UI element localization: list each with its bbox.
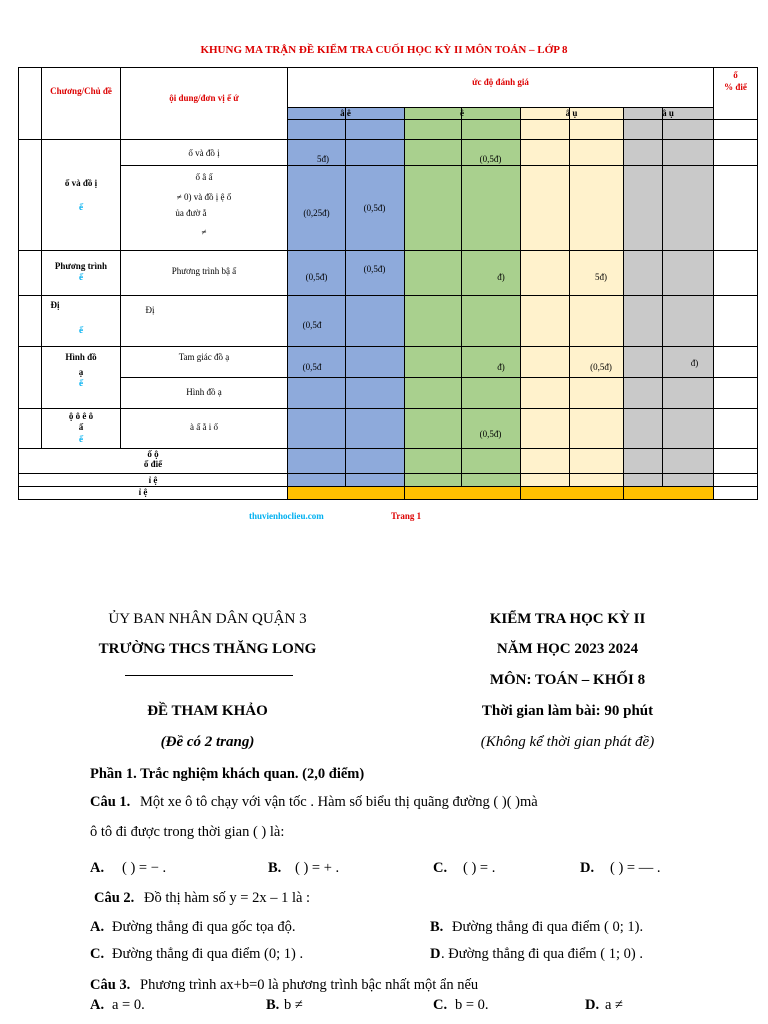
- exam-year: NĂM HỌC 2023 2024: [496, 641, 639, 657]
- r5-chapter-2: ạ: [78, 367, 84, 377]
- r1-chapter-sub: ế: [79, 202, 83, 212]
- level-col-apply: [520, 119, 623, 486]
- q1-d-text: ( ) = — .: [610, 860, 661, 876]
- q3-c-label: C.: [433, 997, 448, 1013]
- q1-b-text: ( ) = + .: [295, 860, 340, 876]
- mark-4a: (0,5đ: [302, 320, 322, 330]
- matrix-title: KHUNG MA TRẬN ĐỀ KIỂM TRA CUỐI HỌC KỲ II MÔN TOÁN – LỚP 8: [200, 44, 568, 56]
- q3-c-text: b = 0.: [455, 997, 489, 1013]
- q3-text: Phương trình ax+b=0 là phương trình bậc nhất một ẩn nếu: [140, 977, 479, 993]
- r6-content: Hình đồ ạ: [186, 387, 222, 397]
- level-head-1: â ê: [340, 108, 351, 118]
- q2-b-text: Đường thẳng đi qua điểm ( 0; 1).: [452, 919, 644, 935]
- footer-site[interactable]: thuvienhoclieu.com: [249, 511, 324, 521]
- r7-chapter-2: ấ: [78, 422, 84, 432]
- level-head-4: â ụ: [662, 108, 674, 118]
- r3-chapter-sub: ế: [79, 272, 83, 282]
- mark-5a: (0,5đ: [302, 362, 322, 372]
- mark-5c: (0,5đ): [590, 362, 612, 372]
- sum2: ỉ ệ: [148, 475, 158, 485]
- exam-duration: Thời gian làm bài: 90 phút: [481, 703, 654, 719]
- mark-3a: (0,5đ): [305, 272, 328, 282]
- r4-chapter-sub: ế: [79, 325, 83, 335]
- sum1-b: ố điể: [143, 459, 163, 469]
- mark-3b: (0,5đ): [363, 264, 386, 274]
- col-total-bottom: % điể: [724, 82, 747, 92]
- q2-a-label: A.: [90, 919, 105, 935]
- q3-d-label: D.: [585, 997, 600, 1013]
- exam-subject: MÔN: TOÁN – KHỐI 8: [489, 672, 646, 688]
- exam-authority: ỦY BAN NHÂN DÂN QUẬN 3: [108, 611, 307, 627]
- exam-duration-note: (Không kể thời gian phát đề): [480, 734, 655, 750]
- q3-b-text: b ≠: [284, 997, 303, 1013]
- exam-school: TRƯỜNG THCS THĂNG LONG: [98, 641, 317, 657]
- r7-content: à ấ ằ i ố: [190, 422, 218, 432]
- mark-3c: đ): [497, 272, 505, 282]
- q2-text: Đồ thị hàm số y = 2x – 1 là :: [144, 890, 311, 906]
- q3-a-text: a = 0.: [112, 997, 145, 1013]
- col-level-header: ức độ đánh giá: [472, 77, 529, 87]
- q1-b-label: B.: [268, 860, 282, 876]
- school-underline: [125, 675, 293, 676]
- q2-label: Câu 2.: [94, 890, 135, 906]
- col-content-header: ội dung/đơn vị ế ứ: [169, 93, 239, 103]
- q3-b-label: B.: [266, 997, 280, 1013]
- r2-content-2: ≠ 0) và đồ ị ệ ố: [176, 192, 232, 202]
- r5-chapter-sub: ế: [79, 378, 83, 388]
- r4-content: Đị: [145, 305, 155, 315]
- q1-c-text: ( ) = .: [463, 860, 496, 876]
- q1-a-label: A.: [90, 860, 105, 876]
- sum3: ỉ ệ: [138, 487, 148, 497]
- exam-title: KIỂM TRA HỌC KỲ II: [489, 611, 646, 627]
- mark-1a: 5đ): [317, 154, 329, 164]
- r5-content: Tam giác đồ ạ: [178, 352, 230, 362]
- mark-1b: (0,5đ): [479, 154, 502, 164]
- exam-type: ĐỀ THAM KHẢO: [147, 703, 268, 719]
- level-col-apply-high: [623, 119, 713, 486]
- q1-a-text: ( ) = − .: [122, 860, 167, 876]
- q2-b-label: B.: [430, 919, 444, 935]
- q1-text: Một xe ô tô chạy với vận tốc . Hàm số biểu thị quãng đường ( )( )mà: [140, 794, 538, 810]
- q1-label: Câu 1.: [90, 794, 131, 810]
- mark-5d: đ): [690, 358, 699, 368]
- q1-text2: ô tô đi được trong thời gian ( ) là:: [90, 824, 285, 840]
- mark-7a: (0,5đ): [479, 429, 502, 439]
- r2-content-1: ố â ấ: [195, 172, 213, 182]
- q2-d-label: D: [430, 946, 441, 962]
- q2-c-label: C.: [90, 946, 105, 962]
- q1-d-label: D.: [580, 860, 595, 876]
- q1-c-label: C.: [433, 860, 448, 876]
- q3-label: Câu 3.: [90, 977, 131, 993]
- r2-content-3: ủa đườ ẳ: [175, 208, 207, 218]
- col-chapter-header: Chương/Chủ đề: [50, 86, 112, 96]
- q3-a-label: A.: [90, 997, 105, 1013]
- level-head-3: â ụ: [565, 108, 578, 118]
- mark-3d: 5đ): [595, 272, 607, 282]
- r5-chapter: Hình đồ: [65, 352, 97, 362]
- q2-c-text: Đường thẳng đi qua điểm (0; 1) .: [112, 946, 304, 962]
- exam-pages: (Đề có 2 trang): [160, 734, 255, 750]
- r2-content-4: ≠: [201, 227, 207, 237]
- r1-chapter: ố và đồ ị: [64, 178, 98, 188]
- sum1-a: ố ộ: [147, 449, 159, 459]
- percent-band-2: [520, 486, 713, 499]
- r4-chapter: Đị: [50, 300, 60, 310]
- mark-2b: (0,5đ): [363, 203, 386, 213]
- r7-chapter: ộ ô ê ô: [68, 411, 94, 421]
- q3-d-text: a ≠: [605, 997, 624, 1013]
- level-head-2: ê: [460, 108, 464, 118]
- q2-d-text: . Đường thẳng đi qua điểm ( 1; 0) .: [441, 946, 643, 962]
- mark-2a: (0,25đ): [303, 208, 330, 218]
- r3-content: Phương trình bậ ấ: [171, 266, 237, 276]
- r3-chapter: Phương trình: [54, 261, 108, 271]
- mark-5b: đ): [497, 362, 505, 372]
- col-total-top: ổ: [733, 70, 738, 80]
- q2-a-text: Đường thẳng đi qua gốc tọa độ.: [112, 919, 296, 935]
- r1-content: ố và đồ ị: [188, 148, 220, 158]
- r7-chapter-sub: ế: [79, 434, 83, 444]
- part1-heading: Phần 1. Trắc nghiệm khách quan. (2,0 điểm): [90, 766, 365, 782]
- footer-page: Trang 1: [391, 511, 422, 521]
